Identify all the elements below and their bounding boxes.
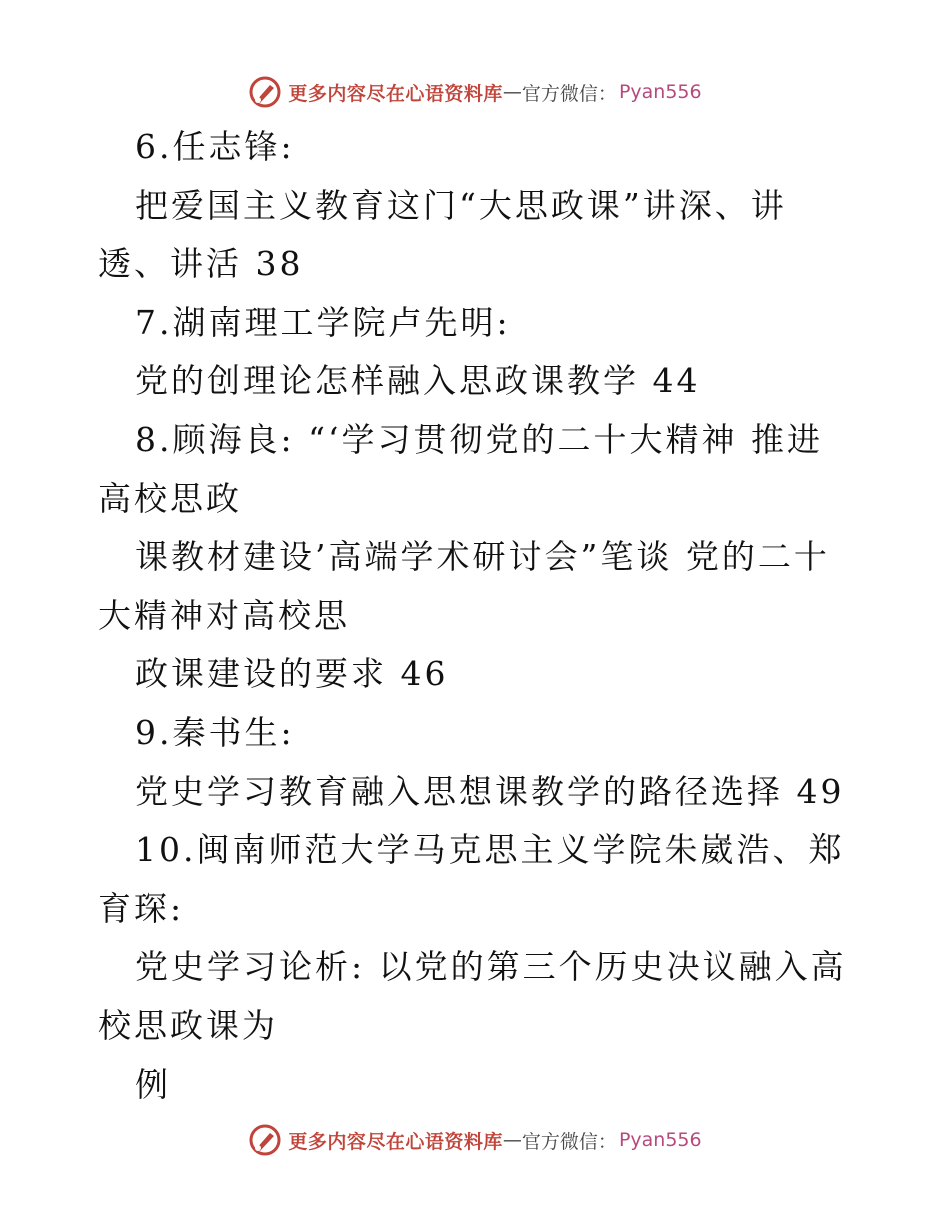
watermark-separator: — — [502, 1129, 522, 1151]
watermark-wechat-label: 官方微信： — [521, 82, 617, 105]
watermark-account: Pyan556 — [618, 81, 702, 103]
watermark-header — [0, 72, 950, 112]
document-body — [98, 118, 850, 1114]
pen-logo-icon — [248, 75, 282, 109]
watermark-wechat-label: 官方微信： — [521, 1130, 617, 1153]
entry-line: 政课建设的要求 46 — [135, 654, 449, 694]
entry-line: 10.闽南师范大学马克思主义学院朱崴浩、郑育琛: — [98, 830, 845, 928]
entry-line: 6.任志锋: — [135, 127, 295, 166]
watermark-footer — [0, 1120, 950, 1160]
entry-line: 党史学习教育融入思想课教学的路径选择 49 — [135, 771, 845, 811]
watermark-text: 更多内容尽在心语资料库 — [288, 1130, 503, 1153]
pen-logo-icon — [248, 1123, 282, 1157]
watermark-account: Pyan556 — [618, 1129, 702, 1151]
entry-line: 课教材建设’高端学术研讨会”笔谈 党的二十大精神对高校思 — [98, 537, 830, 635]
entry-line: 党的创理论怎样融入思政课教学 44 — [135, 361, 701, 401]
watermark-separator: — — [502, 81, 522, 103]
entry-line: 8.顾海良: “‘学习贯彻党的二十大精神 推进高校思政 — [98, 419, 823, 518]
watermark-text: 更多内容尽在心语资料库 — [288, 82, 503, 105]
entry-line: 9.秦书生: — [135, 712, 295, 752]
entry-line: 把爱国主义教育这门“大思政课”讲深、讲透、讲活 38 — [98, 185, 787, 284]
entry-line: 党史学习论析: 以党的第三个历史决议融入高校思政课为 — [98, 947, 847, 1045]
entry-line: 7.湖南理工学院卢先明: — [135, 302, 511, 342]
entry-line: 例 — [135, 1064, 171, 1104]
